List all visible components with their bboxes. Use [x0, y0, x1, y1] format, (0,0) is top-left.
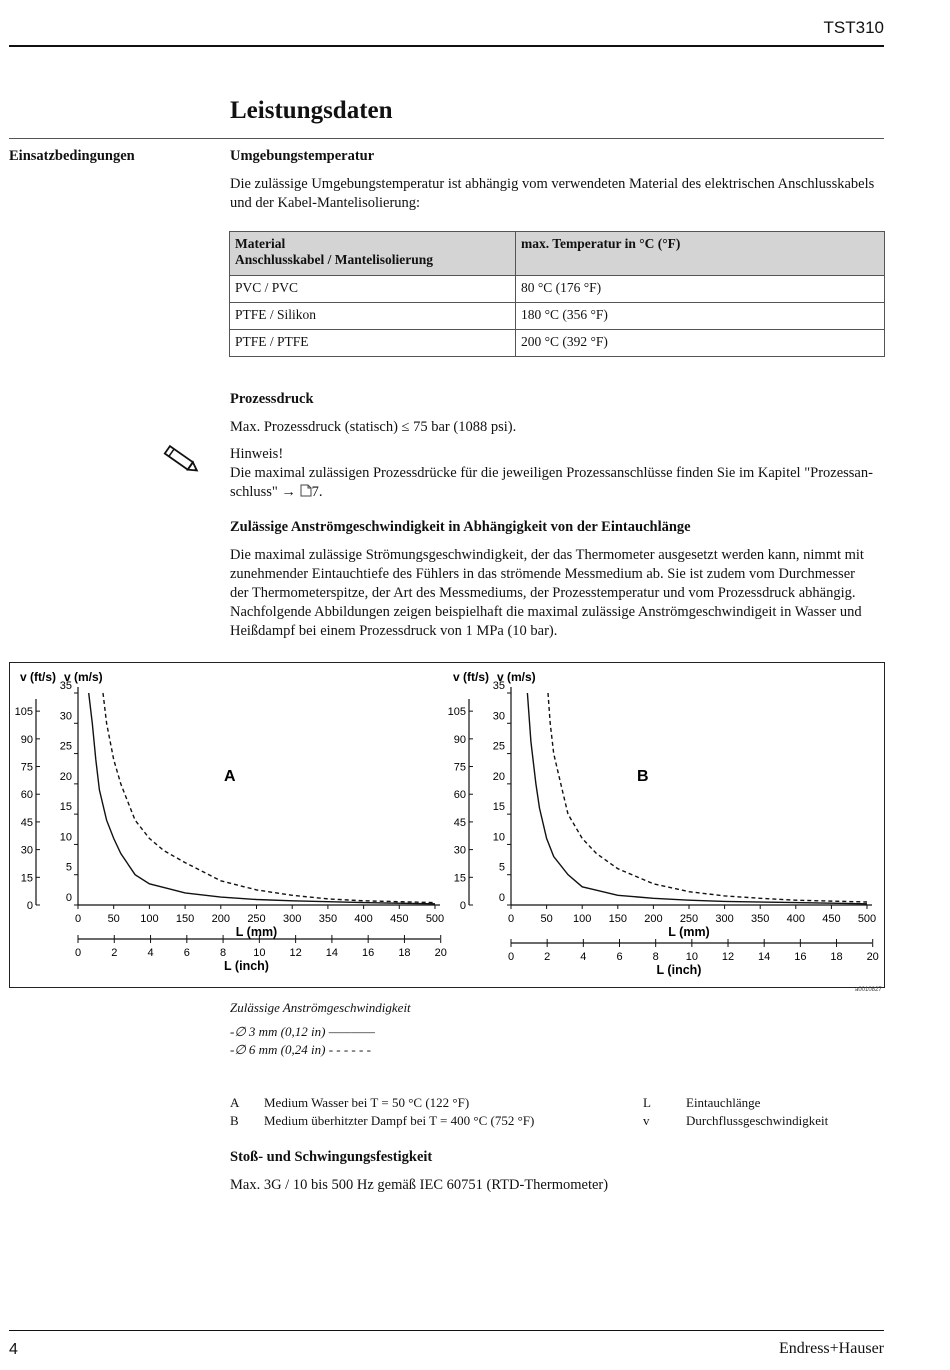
page-icon [300, 484, 312, 497]
y2-tick-label: 15 [20, 872, 33, 885]
y-tick-label: 35 [59, 680, 72, 692]
cell-temp: 200 °C (392 °F) [516, 330, 885, 357]
y2-axis-title: v (ft/s) [20, 670, 56, 684]
y2-tick-label: 45 [20, 816, 33, 829]
shock-text: Max. 3G / 10 bis 500 Hz gemäß IEC 60751 (RTD-Thermometer) [230, 1177, 609, 1193]
x-tick-label: 0 [507, 913, 515, 925]
x2-tick-label: 18 [830, 951, 843, 963]
flow-line: der Thermometerspitze, der Art des Messmediums, der Prozesstemperatur und vom Prozessdruck abhängig. [230, 585, 856, 601]
x2-tick-label: 12 [721, 951, 735, 963]
flow-heading: Zulässige Anströmgeschwindigkeit in Abhängigkeit von der Eintauchlänge [230, 519, 691, 535]
x-tick-label: 0 [74, 913, 82, 925]
x-tick-label: 200 [644, 913, 663, 925]
series-line-solid [89, 693, 435, 904]
shock-heading: Stoß- und Schwingungsfestigkeit [230, 1149, 433, 1165]
section-label: Einsatzbedingungen [9, 148, 135, 164]
header-line: Material [235, 236, 286, 251]
series-line-dashed [103, 693, 435, 903]
ambient-text [230, 175, 890, 213]
x-tick-label: 450 [822, 913, 841, 925]
y2-axis-title: v (ft/s) [453, 670, 489, 684]
footer-rule [9, 1330, 884, 1331]
y-axis-title: v (m/s) [64, 670, 103, 684]
x2-tick-label: 18 [398, 947, 411, 959]
legend-key-b: B [230, 1113, 239, 1128]
x-tick-label: 200 [211, 913, 230, 925]
x-tick-label: 350 [751, 913, 770, 925]
x2-tick-label: 8 [220, 947, 227, 959]
x2-tick-label: 4 [580, 951, 587, 963]
cell-material: PTFE / Silikon [230, 303, 516, 330]
x-tick-label: 500 [857, 913, 877, 925]
x-tick-label: 50 [540, 913, 553, 925]
y-tick-label: 30 [59, 710, 72, 723]
y-tick-label: 5 [65, 861, 72, 874]
y-tick-label: 30 [492, 710, 505, 723]
y2-tick-label: 15 [453, 872, 466, 885]
x-tick-label: 500 [425, 913, 445, 925]
y2-tick-label: 105 [447, 706, 466, 719]
x2-axis-title: L (inch) [656, 963, 702, 977]
y2-tick-label: 30 [453, 844, 466, 857]
x-tick-label: 100 [140, 913, 159, 925]
x-tick-label: 400 [354, 913, 373, 925]
y2-tick-label: 105 [14, 706, 33, 719]
flow-line: Nachfolgende Abbildungen zeigen beispielhaft die maximal zulässige Anströmgeschwindigeit in Wasser und [230, 604, 862, 620]
y2-tick-label: 0 [459, 900, 466, 912]
pencil-icon [160, 443, 202, 477]
table-header-temp: max. Temperatur in °C (°F) [516, 232, 885, 276]
x2-tick-label: 0 [507, 951, 515, 963]
header-rule [9, 45, 884, 47]
figure-code: a0010827 [855, 987, 882, 993]
x2-tick-label: 8 [652, 951, 659, 963]
note-title: Hinweis! [230, 446, 284, 462]
x-tick-label: 400 [786, 913, 805, 925]
cell-material: PTFE / PTFE [230, 330, 516, 357]
note-line [230, 483, 890, 502]
table-row [230, 330, 885, 357]
note-line: Die maximal zulässigen Prozessdrücke für die jeweiligen Prozessanschlüsse finden Sie im Kapitel "Prozessan- [230, 465, 873, 481]
series-line-dashed [548, 693, 867, 902]
y-tick-label: 0 [498, 892, 505, 904]
legend-key-a: A [230, 1095, 240, 1110]
x-tick-label: 350 [318, 913, 338, 925]
x2-tick-label: 2 [544, 951, 551, 963]
y2-tick-label: 75 [453, 761, 466, 774]
pressure-heading: Prozessdruck [230, 391, 314, 407]
x2-tick-label: 14 [325, 947, 339, 959]
x2-tick-label: 10 [685, 951, 698, 963]
header-line: Anschlusskabel / Mantelisolierung [235, 252, 434, 267]
x-tick-label: 450 [390, 913, 409, 925]
x-tick-label: 50 [107, 913, 120, 925]
x-tick-label: 300 [283, 913, 302, 925]
figure-caption: Zulässige Anströmgeschwindigkeit [230, 1000, 411, 1015]
x2-tick-label: 6 [183, 947, 190, 959]
x2-tick-label: 20 [434, 947, 447, 959]
x-tick-label: 250 [679, 913, 699, 925]
x2-tick-label: 12 [289, 947, 302, 959]
flow-line: zunehmender Eintauchtiefe des Fühlers in das strömende Messmedium ab. Sie ist zudem vom Durchmesser [230, 566, 855, 582]
temperature-table [229, 231, 885, 357]
x-tick-label: 250 [247, 913, 266, 925]
y-tick-label: 15 [492, 801, 505, 814]
legend-text-l: Eintauchlänge [686, 1095, 761, 1110]
flow-text [230, 546, 895, 641]
chart-label: B [637, 768, 649, 785]
pressure-text: Max. Prozessdruck (statisch) ≤ 75 bar (1088 psi). [230, 419, 517, 435]
y2-tick-label: 45 [453, 816, 466, 829]
series-line-solid [527, 693, 867, 904]
x-axis-title: L (mm) [668, 925, 710, 939]
note-line-text: schluss" → [230, 484, 300, 500]
note-page-ref[interactable]: 7. [311, 484, 323, 500]
cell-temp: 180 °C (356 °F) [516, 303, 885, 330]
flow-line: Die maximal zulässige Strömungsgeschwindigkeit, der das Thermometer ausgesetzt werden kann, nimmt mit [230, 547, 864, 563]
legend-solid: -∅ 3 mm (0,12 in) ———— [230, 1024, 375, 1039]
page-title: Leistungsdaten [230, 97, 393, 124]
chart-label: A [224, 768, 236, 785]
legend-text-b: Medium überhitzter Dampf bei T = 400 °C (752 °F) [264, 1113, 535, 1128]
x2-tick-label: 6 [616, 951, 623, 963]
y2-tick-label: 75 [20, 761, 33, 774]
y-tick-label: 20 [59, 770, 72, 783]
legend-key-l: L [643, 1095, 651, 1110]
x2-tick-label: 2 [111, 947, 118, 959]
y2-tick-label: 30 [20, 844, 33, 857]
y-tick-label: 15 [59, 801, 72, 814]
y-tick-label: 10 [492, 831, 505, 844]
y2-tick-label: 90 [20, 733, 33, 746]
y2-tick-label: 60 [453, 789, 466, 802]
y-tick-label: 25 [492, 740, 505, 753]
y2-tick-label: 90 [453, 733, 466, 746]
y2-tick-label: 0 [26, 900, 33, 912]
title-rule [9, 138, 884, 139]
footer-brand: Endress+Hauser [779, 1340, 884, 1357]
y-tick-label: 35 [492, 680, 505, 692]
y2-tick-label: 60 [20, 789, 33, 802]
pressure-note [230, 445, 890, 502]
x2-tick-label: 0 [74, 947, 82, 959]
page-number: 4 [9, 1341, 18, 1358]
figure-frame [9, 662, 885, 988]
x2-tick-label: 16 [794, 951, 807, 963]
table-header-material [230, 232, 516, 276]
x-tick-label: 100 [573, 913, 592, 925]
y-tick-label: 0 [65, 892, 72, 904]
legend-key-v: v [643, 1113, 650, 1128]
ambient-heading: Umgebungstemperatur [230, 148, 375, 164]
legend-text-v: Durchflussgeschwindigkeit [686, 1113, 829, 1128]
x-tick-label: 300 [715, 913, 734, 925]
legend-text-a: Medium Wasser bei T = 50 °C (122 °F) [264, 1095, 470, 1110]
x2-axis-title: L (inch) [224, 959, 269, 973]
y-axis-title: v (m/s) [497, 670, 536, 684]
x-tick-label: 150 [175, 913, 195, 925]
flow-line: Heißdampf bei einem Prozessdruck von 1 MPa (10 bar). [230, 623, 558, 639]
legend-dashed: -∅ 6 mm (0,24 in) - - - - - - [230, 1042, 371, 1057]
y-tick-label: 5 [498, 861, 505, 874]
table-header-row [230, 232, 885, 276]
x-axis-title: L (mm) [235, 925, 278, 939]
cell-material: PVC / PVC [230, 276, 516, 303]
ambient-text-line: Die zulässige Umgebungstemperatur ist abhängig vom verwendeten Material des elektrischen Anschlusskabels [230, 176, 875, 192]
x2-tick-label: 20 [866, 951, 879, 963]
table-row [230, 303, 885, 330]
x2-tick-label: 4 [147, 947, 154, 959]
doc-id: TST310 [823, 18, 884, 37]
cell-temp: 80 °C (176 °F) [516, 276, 885, 303]
y-tick-label: 20 [492, 770, 505, 783]
ambient-text-line: und der Kabel-Mantelisolierung: [230, 195, 421, 211]
x2-tick-label: 10 [253, 947, 266, 959]
x2-tick-label: 14 [758, 951, 771, 963]
flow-charts [10, 663, 884, 987]
y-tick-label: 10 [59, 831, 72, 844]
y-tick-label: 25 [59, 740, 72, 753]
x2-tick-label: 16 [362, 947, 375, 959]
table-row [230, 276, 885, 303]
x-tick-label: 150 [608, 913, 627, 925]
